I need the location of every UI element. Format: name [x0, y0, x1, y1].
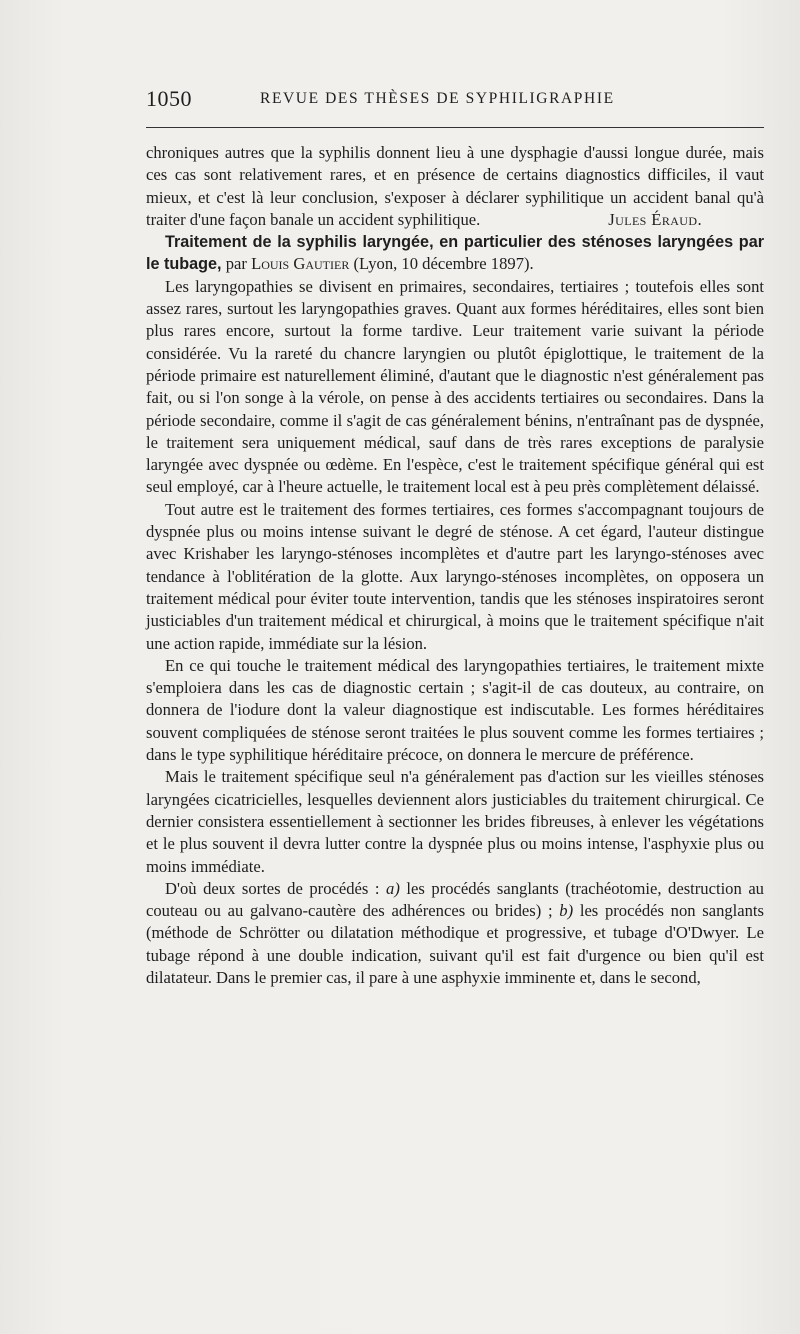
paragraph: En ce qui touche le traitement médical des laryngopathies tertiaires, le traitement mixte s'emploiera dans les cas de diagnostic certain ; s'agit-il de cas douteux, au contraire, on donnera de l'iodure dont la valeur diagnostique est indiscutable. Les formes héréditaires souvent compliquées de sténose seront traitées le plus souvent comme les formes tertiaires ; dans le type syphilitique héréditaire précoce, on donnera le mercure de préférence. — [146, 655, 764, 765]
item-text-b: les procédés non sanglants (méthode de Schrötter ou dilatation méthodique et progressive, et tubage d'O'Dwyer. Le tubage répond à une double indication, suivant qu'il est fait d'urgence ou bien qu'il est dilatateur. Dans le premier cas, il pare à une asphyxie imminente et, dans le second, — [146, 901, 764, 987]
item-label-b: b) — [559, 901, 574, 921]
thesis-place-date: (Lyon, 10 décembre 1897). — [353, 254, 534, 274]
running-title: REVUE DES THÈSES DE SYPHILIGRAPHIE — [260, 90, 615, 107]
paragraph-lead: D'où deux sortes de procédés : — [165, 878, 380, 898]
thesis-author: Louis Gautier — [251, 254, 350, 274]
thesis-title: Traitement de la syphilis laryngée, en particulier des sténoses laryngées par le tubage, — [146, 233, 764, 274]
item-label-a: a) — [386, 878, 400, 898]
reviewer-signature: Jules Éraud. — [608, 209, 702, 229]
header-rule — [146, 127, 764, 128]
item-text-a: les procédés sanglants (trachéotomie, destruction au couteau ou au galvano-cautère des adhérences ou brides) ; — [146, 878, 764, 921]
page-header — [146, 86, 764, 116]
paragraph: Tout autre est le traitement des formes tertiaires, ces formes s'accompagnant toujours de dyspnée plus ou moins intense suivant le degré de sténose. A cet égard, l'auteur distingue avec Krishaber les laryngo-sténoses incomplètes et d'autre part les laryngo-sténoses avec tendance à l'oblitération de la glotte. Aux laryngo-sténoses incomplètes, on opposera un traitement médical pour éviter toute intervention, tandis que les sténoses inspiratoires seront justiciables d'un traitement médical et chirurgical, à moins que le traitement spécifique n'ait une action rapide, immédiate sur la lésion. — [146, 499, 764, 653]
page-number: 1050 — [146, 86, 192, 111]
body-text — [146, 142, 764, 989]
paragraph: Mais le traitement spécifique seul n'a généralement pas d'action sur les vieilles sténoses laryngées cicatricielles, lesquelles deviennent alors justiciables du traitement chirurgical. Ce dernier consistera essentiellement à sectionner les brides fibreuses, à enlever les végétations et le plus souvent il devra lutter contre la dyspnée plus ou moins intense, l'asphyxie plus ou moins immédiate. — [146, 767, 764, 876]
paragraph — [146, 878, 764, 989]
review-continuation-text: chroniques autres que la syphilis donnent lieu à une dysphagie d'aussi longue durée, mais ces cas sont relativement rares, et en présence de certains diagnostics difficiles, il vaut mieux, et c'est là leur conclusion, s'exposer à déclarer syphilitique un accident banal qu'à traiter d'une façon banale un accident syphilitique. — [146, 143, 764, 229]
review-entry — [146, 231, 764, 276]
review-continuation — [146, 142, 764, 231]
thesis-by: par — [225, 254, 247, 274]
paragraph: Les laryngopathies se divisent en primaires, secondaires, tertiaires ; toutefois elles sont assez rares, surtout les laryngopathies graves. Quant aux formes héréditaires, elles sont bien plus rares encore, surtout la forme tardive. Leur traitement varie suivant la période considérée. Vu la rareté du chancre laryngien ou plutôt épiglottique, le traitement de la période primaire est naturellement éliminé, d'autant que le diagnostic n'est généralement pas fait, ou si l'on songe à la vérole, on pense à des accidents tertiaires ou secondaires. Dans la période secondaire, comme il s'agit de cas généralement bénins, n'entraînant pas de dyspnée, le traitement sera uniquement médical, sauf dans de très rares exceptions de paralysie laryngée avec dyspnée ou œdème. En l'espèce, c'est le traitement spécifique général qui est seul employé, car à l'heure actuelle, le traitement local est à peu près complètement délaissé. — [146, 276, 764, 497]
